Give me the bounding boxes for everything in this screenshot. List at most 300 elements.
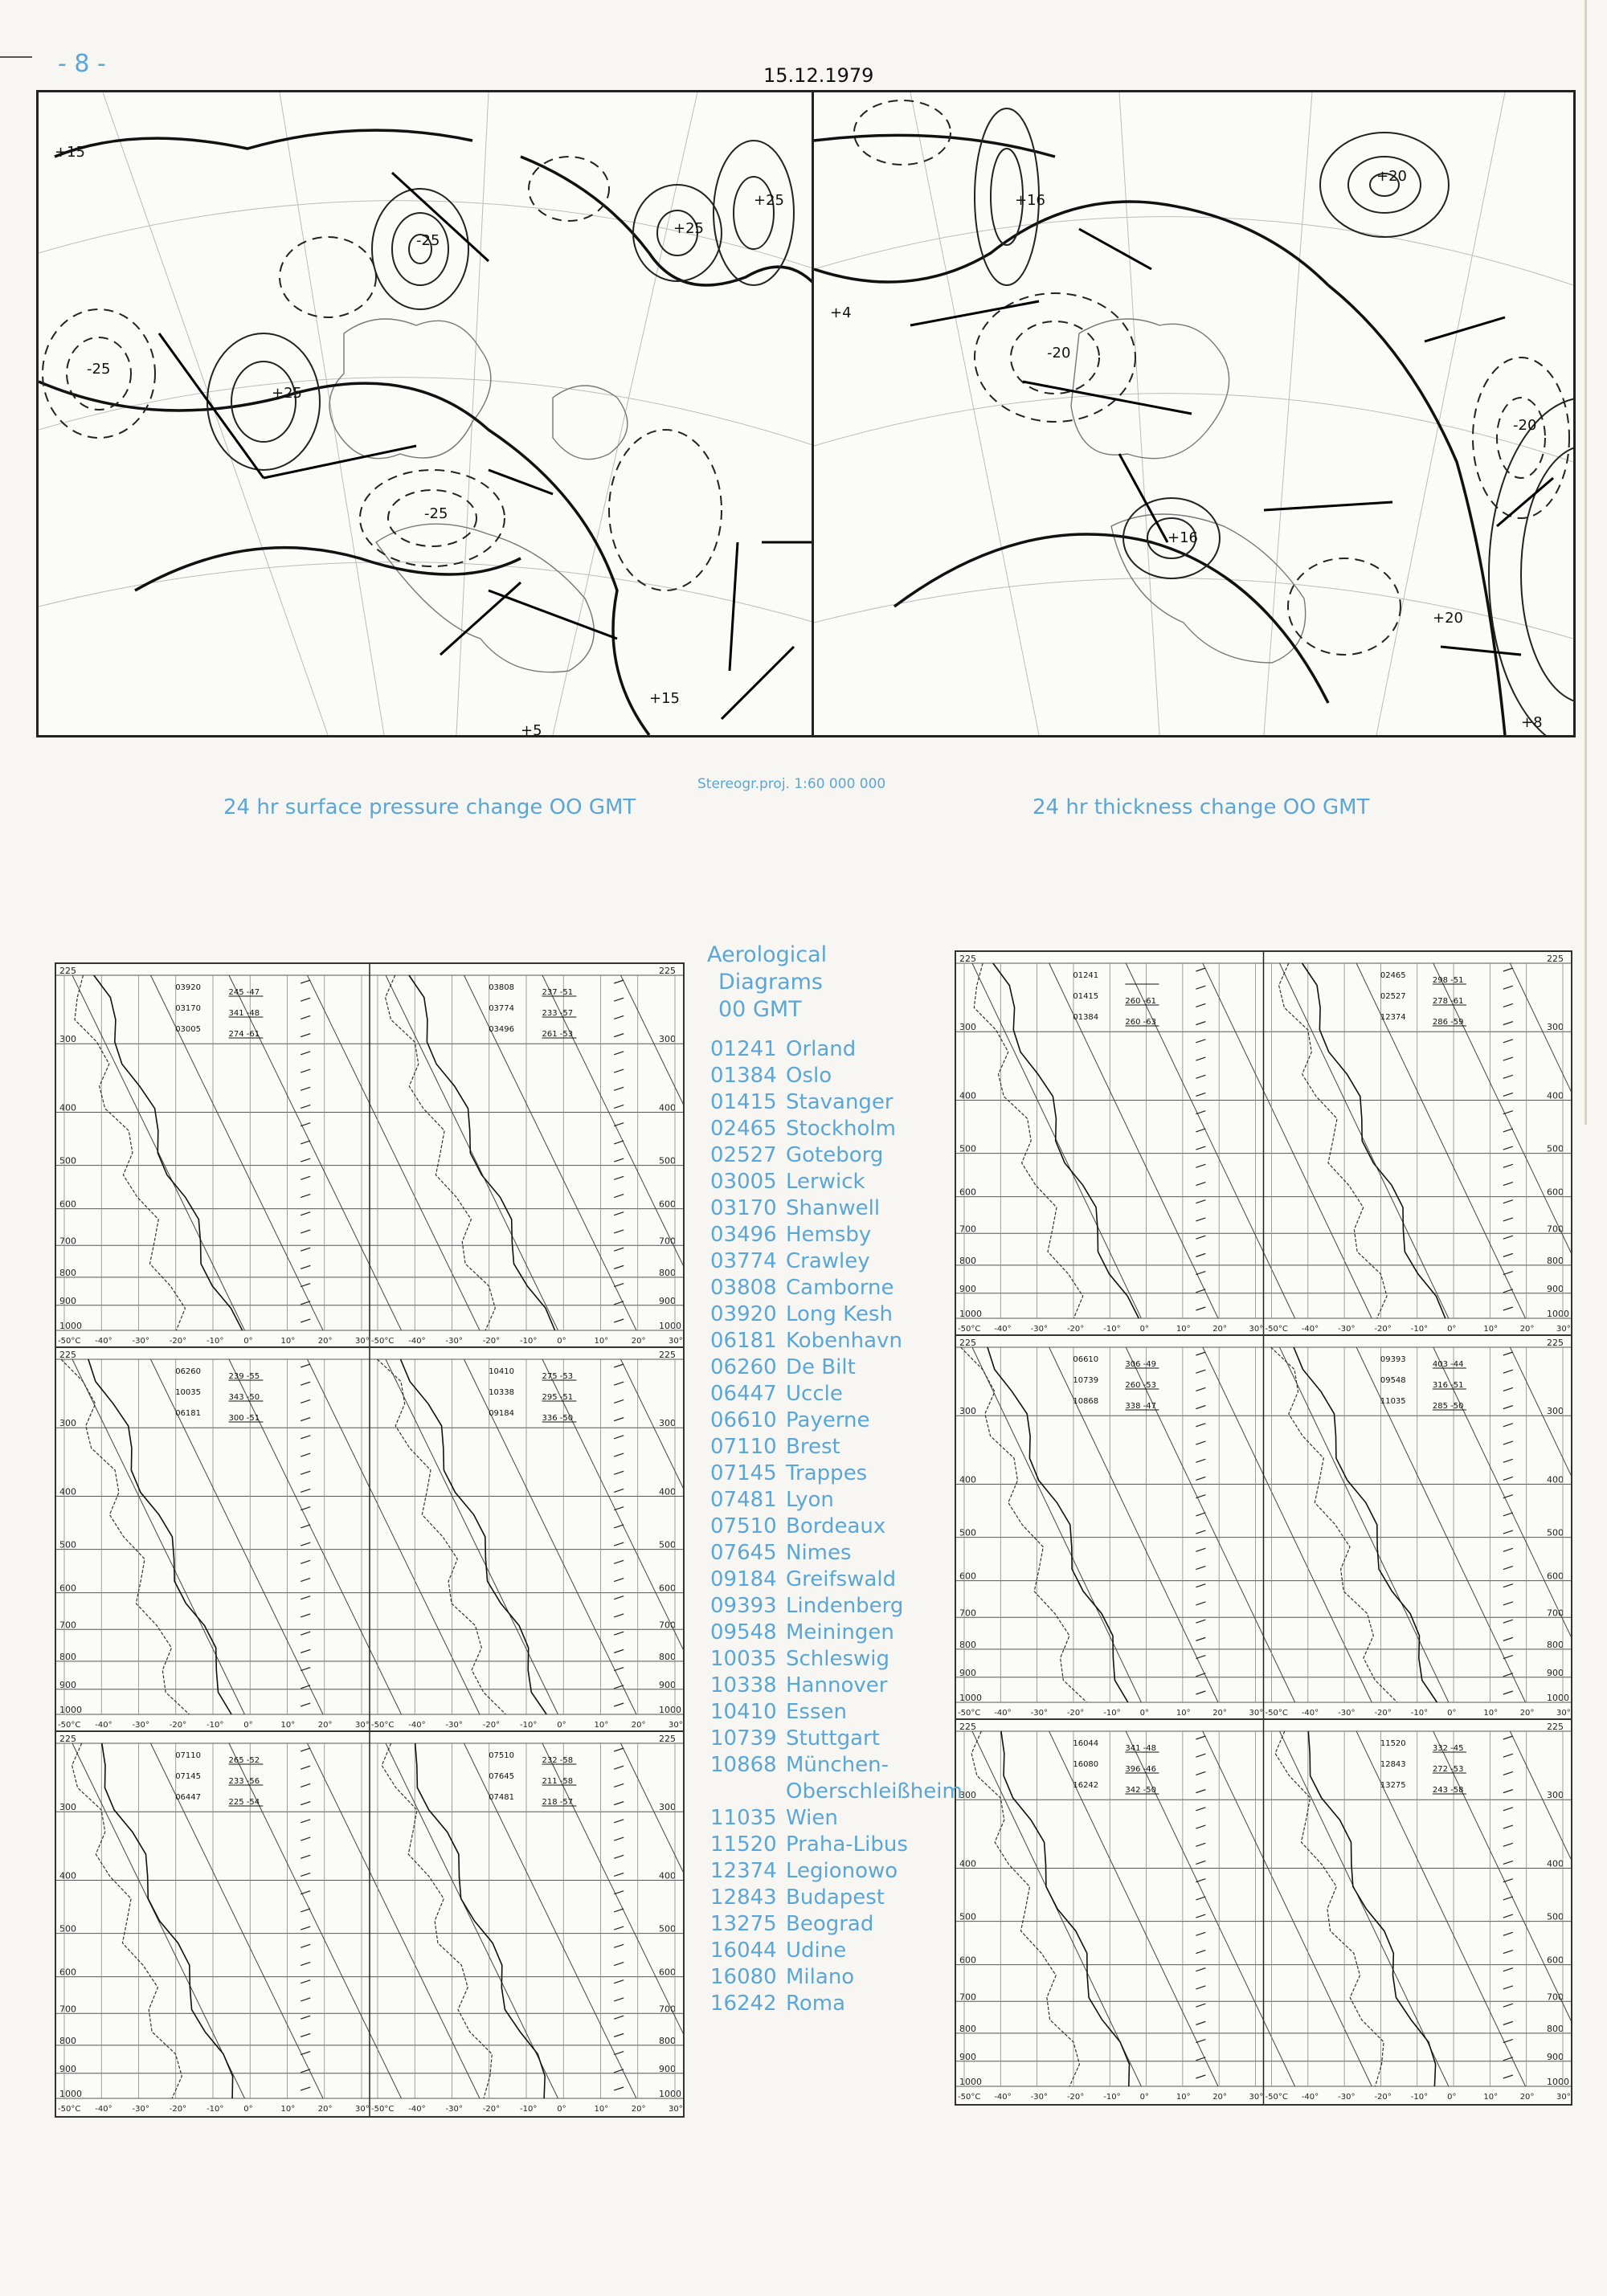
wind-barb: [301, 1123, 310, 1126]
wind-barb: [1196, 1146, 1205, 1150]
diagram-station-code: 03005: [175, 1025, 202, 1034]
station-code: 01384: [710, 1064, 777, 1088]
station-item: [710, 1885, 963, 1911]
temperature-tick: 10°: [1483, 1709, 1499, 1718]
station-item: [710, 1354, 963, 1381]
diagram-station-code: 10338: [489, 1388, 515, 1397]
wind-barb: [301, 1783, 310, 1787]
station-name: Udine: [786, 1939, 847, 1963]
svg-text:-20: -20: [1513, 417, 1537, 434]
station-name: Beograd: [786, 1912, 874, 1936]
wind-barb: [614, 1873, 624, 1876]
station-code: 02465: [710, 1117, 777, 1141]
diagram-tropopause-value: 316 -51: [1432, 1381, 1464, 1390]
station-name: De Bilt: [786, 1355, 856, 1379]
station-code: 07481: [710, 1488, 777, 1512]
wind-barb: [1503, 1602, 1513, 1605]
station-item: [710, 1964, 963, 1991]
station-code: 07645: [710, 1541, 777, 1565]
temperature-tick: 20°: [631, 1721, 646, 1730]
wind-barb: [1196, 1272, 1205, 1275]
pressure-label-left: 225: [959, 954, 976, 964]
temperature-tick: 30°: [1249, 1709, 1264, 1718]
station-name: Payerne: [786, 1408, 870, 1432]
pressure-label-right: 300: [1547, 1790, 1564, 1801]
wind-barb: [614, 1802, 624, 1805]
wind-barb: [1503, 1022, 1513, 1025]
wind-barb: [1196, 1914, 1205, 1918]
diagram-tropopause-value: 332 -45: [1432, 1744, 1464, 1753]
wind-barb: [301, 1418, 310, 1421]
wind-barb: [1196, 1057, 1205, 1060]
pressure-label-right: 300: [1547, 1022, 1564, 1033]
temperature-tick: 0°: [557, 1721, 566, 1730]
station-item: [710, 1620, 963, 1646]
temperature-tick: -50°C: [371, 2105, 395, 2114]
pressure-label-right: 600: [1547, 1571, 1564, 1582]
svg-text:-25: -25: [87, 361, 111, 378]
pressure-label-left: 225: [59, 966, 76, 976]
wind-barb: [1503, 2057, 1513, 2061]
chart-date: 15.12.1979: [763, 64, 874, 87]
temperature-tick: 30°: [1249, 1325, 1264, 1334]
wind-barb: [1196, 1808, 1205, 1811]
diagram-tropopause-value: 336 -50: [542, 1414, 574, 1423]
wind-barb: [614, 2033, 624, 2037]
svg-text:+20: +20: [1433, 610, 1463, 627]
diagram-station-code: 12843: [1380, 1760, 1406, 1769]
pressure-label-right: 500: [1547, 1911, 1564, 1922]
wind-barb: [614, 1284, 624, 1287]
temperature-tick: -30°: [1030, 2093, 1048, 2102]
temperature-tick: -10°: [1103, 2093, 1121, 2102]
wind-barb: [301, 1579, 310, 1582]
wind-barb: [614, 1579, 624, 1582]
pressure-label-right: 400: [1547, 1858, 1564, 1869]
wind-barb: [614, 1766, 624, 1769]
pressure-label-right: 700: [659, 1620, 676, 1631]
wind-barb: [1196, 1951, 1205, 1954]
pressure-label-right: 700: [659, 1236, 676, 1247]
station-code: 06260: [710, 1355, 777, 1379]
wind-barb: [614, 1614, 624, 1617]
temperature-tick: -50°C: [371, 1337, 395, 1346]
pressure-label-left: 300: [59, 1802, 76, 1813]
pressure-label-right: 500: [1547, 1527, 1564, 1538]
wind-barb: [1196, 1236, 1205, 1239]
temperature-tick: -50°C: [58, 1721, 81, 1730]
temperature-tick: -50°C: [371, 1721, 395, 1730]
wind-barb: [301, 1319, 310, 1322]
diagram-station-code: 10739: [1073, 1376, 1099, 1385]
wind-barb: [1196, 2075, 1205, 2078]
wind-barb: [1503, 1861, 1513, 1864]
temperature-tick: 20°: [631, 1337, 646, 1346]
diagram-svg: [956, 1336, 1571, 1720]
station-name: Oslo: [786, 1064, 832, 1088]
pressure-label-left: 300: [959, 1406, 976, 1417]
temperature-tick: 20°: [317, 1337, 333, 1346]
station-code: 01415: [710, 1090, 777, 1114]
aerological-diagram-right-1: [955, 950, 1572, 1338]
station-list: [710, 1036, 963, 2017]
station-code: 09548: [710, 1620, 777, 1644]
wind-barb: [301, 1052, 310, 1055]
pressure-label-left: 400: [959, 1858, 976, 1869]
wind-barb: [1196, 1968, 1205, 1971]
temperature-tick: 10°: [280, 2105, 296, 2114]
wind-barb: [301, 1265, 310, 1269]
temperature-tick: 30°: [1249, 2093, 1264, 2102]
wind-barb: [1503, 1307, 1513, 1310]
wind-barb: [614, 1891, 624, 1894]
wind-barb: [1196, 2021, 1205, 2024]
station-code: 16044: [710, 1939, 777, 1963]
station-code: 07510: [710, 1514, 777, 1538]
station-item: [710, 1142, 963, 1169]
wind-barb: [1196, 1387, 1205, 1391]
station-item: [710, 1805, 963, 1832]
svg-text:-25: -25: [424, 505, 448, 522]
wind-barb: [1196, 2057, 1205, 2061]
station-name: Lindenberg: [786, 1594, 904, 1618]
aerological-title-line1: Aerological: [707, 942, 828, 967]
wind-barb: [614, 1980, 624, 1983]
wind-barb: [1503, 986, 1513, 989]
wind-barb: [1503, 1272, 1513, 1275]
wind-barb: [1503, 1477, 1513, 1480]
temperature-tick: -30°: [445, 1721, 463, 1730]
wind-barb: [614, 1703, 624, 1706]
wind-barb: [614, 1525, 624, 1528]
station-name: Brest: [786, 1435, 840, 1459]
temperature-tick: -20°: [1374, 1325, 1392, 1334]
wind-barb: [1503, 1620, 1513, 1623]
temperature-tick: -30°: [445, 2105, 463, 2114]
wind-barb: [1196, 1584, 1205, 1587]
station-item: [710, 1089, 963, 1116]
temperature-tick: -10°: [1410, 2093, 1429, 2102]
wind-barb: [1503, 1637, 1513, 1640]
station-name: Wien: [786, 1806, 838, 1830]
diagram-tropopause-value: 233 -56: [228, 1777, 260, 1786]
wind-barb: [1503, 1370, 1513, 1373]
wind-barb: [301, 1542, 310, 1546]
diagram-station-code: 11035: [1380, 1397, 1406, 1406]
temperature-tick: 30°: [1556, 2093, 1571, 2102]
temperature-tick: 0°: [1447, 1325, 1457, 1334]
station-item: [710, 1036, 963, 1063]
wind-barb: [1503, 1656, 1513, 1659]
diagram-station-code: 16242: [1073, 1781, 1099, 1790]
wind-barb: [301, 1453, 310, 1456]
station-code: 03005: [710, 1170, 777, 1194]
pressure-label-left: 900: [59, 2063, 76, 2074]
pressure-label-left: 300: [59, 1418, 76, 1429]
pressure-label-right: 800: [659, 1267, 676, 1278]
station-item: [710, 1938, 963, 1964]
diagram-station-code: 09548: [1380, 1376, 1406, 1385]
wind-barb: [1503, 1897, 1513, 1900]
wind-barb: [1196, 1656, 1205, 1659]
wind-barb: [614, 1909, 624, 1912]
wind-barb: [1196, 1289, 1205, 1293]
wind-barb: [1503, 1424, 1513, 1427]
station-name: Camborne: [786, 1276, 894, 1300]
station-name: Kobenhavn: [786, 1329, 902, 1353]
svg-text:+25: +25: [673, 220, 704, 237]
diagram-station-code: 07145: [175, 1772, 202, 1781]
wind-barb: [301, 1525, 310, 1528]
wind-barb: [1196, 1861, 1205, 1864]
temperature-tick: 20°: [1212, 1325, 1227, 1334]
wind-barb: [614, 1195, 624, 1198]
wind-barb: [1503, 1003, 1513, 1007]
wind-barb: [301, 1034, 310, 1037]
temperature-tick: -40°: [994, 1325, 1012, 1334]
diagram-station-code: 13275: [1380, 1781, 1406, 1790]
diagram-tropopause-value: 243 -58: [1432, 1786, 1464, 1795]
station-item: [710, 1434, 963, 1461]
wind-barb: [301, 2052, 310, 2055]
station-code: 03496: [710, 1223, 777, 1247]
station-code: 01241: [710, 1037, 777, 1061]
wind-barb: [614, 1364, 624, 1367]
temperature-tick: -50°C: [1265, 1325, 1288, 1334]
diagram-station-code: 03920: [175, 983, 202, 992]
wind-barb: [1196, 1183, 1205, 1186]
temperature-tick: 10°: [1483, 2093, 1499, 2102]
wind-barb: [614, 1123, 624, 1126]
pressure-label-left: 500: [59, 1923, 76, 1934]
station-name: Essen: [786, 1700, 847, 1724]
wind-barb: [1503, 1146, 1513, 1150]
temperature-tick: -20°: [482, 2105, 501, 2114]
pressure-label-right: 225: [1547, 1338, 1564, 1348]
wind-barb: [1196, 1897, 1205, 1900]
pressure-label-right: 400: [1547, 1090, 1564, 1101]
station-name: Roma: [786, 1992, 846, 2016]
wind-barb: [1196, 1477, 1205, 1480]
station-name: Schleswig: [786, 1647, 890, 1671]
temperature-tick: -10°: [1103, 1709, 1121, 1718]
diagram-tropopause-value: 225 -54: [228, 1798, 260, 1807]
pressure-label-left: 1000: [959, 2077, 982, 2087]
wind-barb: [1196, 1513, 1205, 1516]
diagram-station-code: 01241: [1073, 971, 1099, 980]
wind-barb: [301, 1015, 310, 1019]
wind-barb: [614, 1301, 624, 1305]
temperature-tick: 10°: [1176, 1325, 1191, 1334]
station-item: [710, 1461, 963, 1487]
pressure-label-left: 400: [59, 1486, 76, 1497]
station-name: Praha-Libus: [786, 1832, 908, 1857]
station-name: Budapest: [786, 1885, 885, 1910]
temperature-tick: 30°: [669, 2105, 683, 2114]
diagram-tropopause-value: 265 -52: [228, 1756, 260, 1765]
temperature-tick: 0°: [1447, 2093, 1457, 2102]
wind-barb: [301, 1855, 310, 1858]
wind-barb: [1503, 1075, 1513, 1078]
station-code: 11035: [710, 1806, 777, 1830]
diagram-tropopause-value: 286 -59: [1432, 1018, 1464, 1027]
pressure-label-right: 500: [659, 1539, 676, 1550]
station-item: [710, 1991, 963, 2017]
temperature-tick: -50°C: [958, 1325, 981, 1334]
svg-text:+4: +4: [830, 304, 852, 321]
wind-barb: [301, 980, 310, 983]
diagram-tropopause-value: 341 -48: [1125, 1744, 1156, 1753]
pressure-label-left: 700: [59, 1236, 76, 1247]
wind-barb: [1503, 1691, 1513, 1694]
pressure-label-left: 800: [959, 1255, 976, 1266]
wind-barb: [1503, 1548, 1513, 1551]
diagram-tropopause-value: 260 -61: [1125, 997, 1156, 1006]
wind-barb: [1503, 1387, 1513, 1391]
pressure-label-left: 600: [959, 1571, 976, 1582]
temperature-tick: 30°: [1556, 1325, 1571, 1334]
wind-barb: [1503, 2075, 1513, 2078]
diagram-svg: [56, 964, 683, 1348]
temperature-tick: 10°: [1176, 1709, 1191, 1718]
station-item: [710, 1673, 963, 1699]
wind-barb: [1503, 1968, 1513, 1971]
wind-barb: [614, 1418, 624, 1421]
wind-barb: [1196, 1843, 1205, 1846]
temperature-tick: -20°: [169, 1337, 187, 1346]
top-rule: [0, 56, 32, 58]
pressure-label-right: 800: [659, 2035, 676, 2046]
wind-barb: [1503, 2040, 1513, 2043]
station-name: Hemsby: [786, 1223, 872, 1247]
diagram-station-code: 12374: [1380, 1013, 1406, 1022]
station-item: [710, 1832, 963, 1858]
pressure-label-right: 1000: [1547, 1693, 1569, 1703]
temperature-tick: -50°C: [1265, 2093, 1288, 2102]
wind-barb: [1503, 1771, 1513, 1775]
wind-barb: [1503, 1673, 1513, 1677]
diagram-tropopause-value: 218 -57: [542, 1798, 574, 1807]
station-code: 07145: [710, 1461, 777, 1485]
wind-barb: [301, 1176, 310, 1179]
temperature-tick: 0°: [1447, 1709, 1457, 1718]
temperature-tick: -30°: [1030, 1325, 1048, 1334]
wind-barb: [614, 1069, 624, 1072]
wind-barb: [1503, 1951, 1513, 1954]
wind-barb: [614, 2069, 624, 2073]
temperature-tick: -20°: [1374, 2093, 1392, 2102]
diagram-tropopause-value: 260 -53: [1125, 1381, 1156, 1390]
wind-barb: [301, 1158, 310, 1162]
temperature-tick: -40°: [408, 2105, 426, 2114]
temperature-tick: 30°: [669, 1721, 683, 1730]
wind-barb: [301, 1248, 310, 1251]
pressure-label-left: 1000: [959, 1693, 982, 1703]
wind-barb: [1503, 1218, 1513, 1221]
wind-barb: [1196, 1548, 1205, 1551]
pressure-label-left: 400: [959, 1474, 976, 1485]
temperature-tick: -50°C: [58, 1337, 81, 1346]
wind-barb: [614, 1230, 624, 1233]
temperature-tick: 0°: [557, 1337, 566, 1346]
diagram-tropopause-value: 306 -49: [1125, 1360, 1156, 1369]
station-item: [710, 1593, 963, 1620]
wind-barb: [1196, 968, 1205, 971]
wind-barb: [301, 1141, 310, 1144]
pressure-label-right: 300: [659, 1418, 676, 1429]
aerological-title-line3: 00 GMT: [718, 997, 802, 1022]
wind-barb: [1196, 1424, 1205, 1427]
wind-barb: [1503, 2004, 1513, 2007]
pressure-label-left: 300: [59, 1034, 76, 1045]
wind-barb: [301, 1399, 310, 1403]
wind-barb: [614, 1649, 624, 1653]
station-item: [710, 1063, 963, 1089]
station-name-continuation: Oberschleißheim: [786, 1779, 963, 1804]
pressure-label-right: 700: [1547, 1224, 1564, 1235]
temperature-tick: -20°: [1374, 1709, 1392, 1718]
temperature-tick: -40°: [1301, 1709, 1319, 1718]
temperature-tick: 20°: [1212, 1709, 1227, 1718]
wind-barb: [1196, 1602, 1205, 1605]
temperature-tick: 10°: [594, 2105, 609, 2114]
wind-barb: [301, 1489, 310, 1492]
wind-barb: [614, 2087, 624, 2090]
wind-barb: [614, 1382, 624, 1385]
pressure-label-left: 800: [959, 2023, 976, 2034]
wind-barb: [614, 1399, 624, 1403]
diagram-station-code: 03808: [489, 983, 515, 992]
temperature-tick: -40°: [994, 1709, 1012, 1718]
pressure-label-left: 800: [59, 2035, 76, 2046]
station-name: Orland: [786, 1037, 857, 1061]
diagram-station-code: 16044: [1073, 1739, 1099, 1748]
station-code: 03774: [710, 1249, 777, 1273]
station-name: Lyon: [786, 1488, 834, 1512]
pressure-label-right: 225: [659, 1350, 676, 1360]
projection-label: Stereogr.proj. 1:60 000 000: [697, 776, 886, 792]
temperature-tick: -10°: [520, 1337, 538, 1346]
temperature-tick: 20°: [317, 2105, 333, 2114]
aerological-title: [707, 942, 827, 1023]
station-code: 11520: [710, 1832, 777, 1857]
temperature-tick: 30°: [1556, 1709, 1571, 1718]
temperature-tick: -40°: [95, 2105, 112, 2114]
temperature-tick: -20°: [482, 1721, 501, 1730]
temperature-tick: -10°: [206, 1337, 224, 1346]
wind-barb: [1196, 1370, 1205, 1373]
wind-barb: [1196, 1129, 1205, 1132]
pressure-label-left: 500: [59, 1155, 76, 1166]
wind-barb: [1503, 1129, 1513, 1132]
wind-barb: [301, 1944, 310, 1947]
temperature-tick: 10°: [1176, 2093, 1191, 2102]
station-code: 10338: [710, 1673, 777, 1697]
wind-barb: [301, 1436, 310, 1439]
wind-barb: [614, 1158, 624, 1162]
pressure-label-left: 800: [59, 1267, 76, 1278]
wind-barb: [301, 1382, 310, 1385]
station-name: Milano: [786, 1965, 855, 1989]
wind-barb: [1503, 1567, 1513, 1570]
pressure-label-left: 300: [959, 1790, 976, 1801]
wind-barb: [614, 1034, 624, 1037]
wind-barb: [301, 1596, 310, 1599]
wind-barb: [1196, 1164, 1205, 1167]
wind-barb: [301, 1471, 310, 1474]
station-name: Goteborg: [786, 1143, 884, 1167]
pressure-label-right: 900: [659, 2063, 676, 2074]
